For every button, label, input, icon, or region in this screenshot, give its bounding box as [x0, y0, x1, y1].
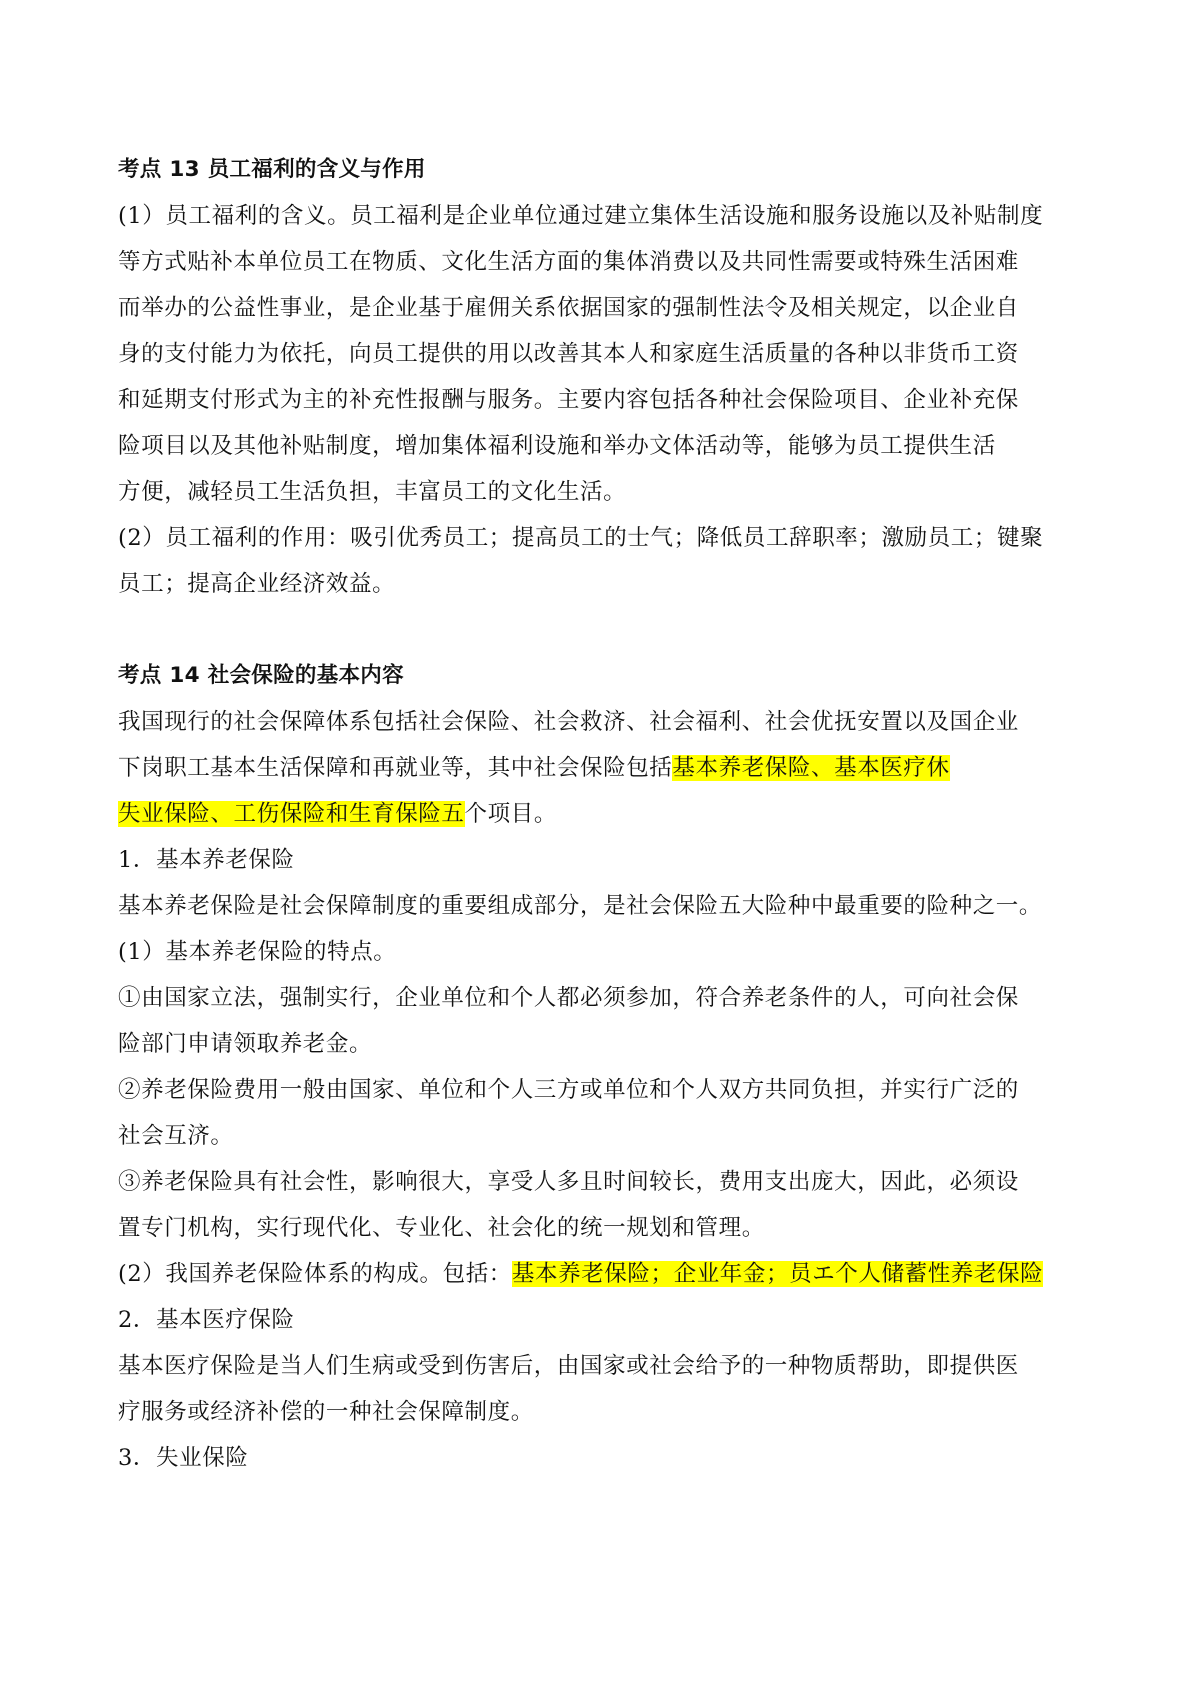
- highlighted-text: 基本养老保险；企业年金；员エ个人储蓄性养老保险: [511, 1261, 1044, 1287]
- paragraph-line: 身的支付能力为依托，向员工提供的用以改善其本人和家庭生活质量的各种以非货币工资: [118, 341, 1019, 367]
- paragraph-line: 而举办的公益性事业，是企业基于雇佣关系依据国家的强制性法令及相关规定，以企业自: [118, 295, 1019, 321]
- section-13-title: 考点 13 员工福利的含义与作用: [118, 157, 426, 182]
- paragraph-line: (1）员工福利的含义。员工福利是企业单位通过建立集体生活设施和服务设施以及补贴制度: [118, 203, 1044, 229]
- highlighted-text: 基本养老保险、基本医疗休: [672, 755, 950, 781]
- paragraph-line: ②养老保险费用一般由国家、单位和个人三方或单位和个人双方共同负担，并实行广泛的: [118, 1077, 1019, 1103]
- highlighted-text: 失业保险、工伤保险和生育保险五: [118, 801, 465, 827]
- intro-text: 个项目。: [464, 801, 557, 827]
- paragraph-line: 置专门机构，实行现代化、专业化、社会化的统一规划和管理。: [118, 1215, 765, 1241]
- paragraph-line: [118, 791, 1078, 837]
- paragraph-line: (1）基本养老保险的特点。: [118, 939, 397, 965]
- paragraph-line: 方便，减轻员工生活负担，丰富员工的文化生活。: [118, 479, 627, 505]
- paragraph-line: ③养老保险具有社会性，影响很大，享受人多且时间较长，费用支出庞大，因此，必须设: [118, 1169, 1019, 1195]
- paragraph-line: 险部门申请领取养老金。: [118, 1031, 373, 1057]
- section-spacer: [118, 607, 1078, 653]
- paragraph-line: 社会互济。: [118, 1123, 234, 1149]
- subheading-pension: 1．基本养老保险: [118, 847, 295, 873]
- paragraph-line: 我国现行的社会保障体系包括社会保险、社会救济、社会福利、社会优抚安置以及国企业: [118, 709, 1019, 735]
- paragraph-line: 基本医疗保险是当人们生病或受到伤害后，由国家或社会给予的一种物质帮助，即提供医: [118, 1353, 1019, 1379]
- paragraph-line: 基本养老保险是社会保障制度的重要组成部分，是社会保险五大险种中最重要的险种之一。: [118, 893, 1043, 919]
- subheading-unemployment: 3．失业保险: [118, 1445, 249, 1471]
- paragraph-line: 员工；提高企业经济效益。: [118, 571, 396, 597]
- paragraph-line: [118, 1251, 1078, 1297]
- paragraph-line: ①由国家立法，强制实行，企业单位和个人都必须参加，符合养老条件的人，可向社会保: [118, 985, 1019, 1011]
- intro-text: 下岗职工基本生活保障和再就业等，其中社会保险包括: [118, 755, 673, 781]
- paragraph-line: [118, 745, 1078, 791]
- paragraph-line: 险项目以及其他补贴制度，增加集体福利设施和举办文体活动等，能够为员工提供生活: [118, 433, 996, 459]
- paragraph-line: 疗服务或经济补偿的一种社会保障制度。: [118, 1399, 534, 1425]
- document-body: [118, 147, 1078, 1481]
- paragraph-line: 和延期支付形式为主的补充性报酬与服务。主要内容包括各种社会保险项目、企业补充保: [118, 387, 1019, 413]
- paragraph-line: (2）员工福利的作用：吸引优秀员工；提高员工的士气；降低员工辞职率；激励员工；键聚: [118, 525, 1044, 551]
- section-14-title: 考点 14 社会保险的基本内容: [118, 663, 404, 688]
- system-text: (2）我国养老保险体系的构成。包括：: [118, 1261, 512, 1287]
- subheading-medical: 2．基本医疗保险: [118, 1307, 295, 1333]
- paragraph-line: 等方式贴补本单位员工在物质、文化生活方面的集体消费以及共同性需要或特殊生活困难: [118, 249, 1019, 275]
